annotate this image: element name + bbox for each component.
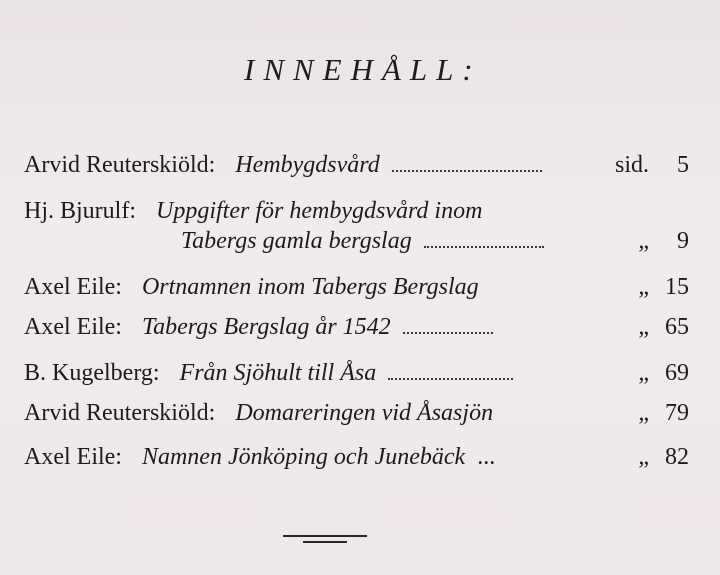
toc-page-number: 79 — [665, 400, 689, 426]
toc-page-number: 69 — [665, 360, 689, 386]
toc-author: Axel Eile: — [24, 274, 122, 300]
toc-page-prefix: „ — [638, 314, 649, 340]
toc-page-prefix: „ — [638, 228, 649, 254]
toc-title: Tabergs Bergslag år 1542 — [141, 314, 391, 340]
toc-page-ref — [638, 272, 689, 302]
toc-entry — [24, 312, 689, 342]
toc-page-number: 5 — [677, 152, 689, 178]
toc-page-prefix: „ — [638, 360, 649, 386]
toc-author: B. Kugelberg: — [24, 360, 160, 386]
toc-leader-text: ... — [477, 444, 496, 470]
toc-page-prefix: „ — [638, 400, 649, 426]
toc-page-prefix: sid. — [614, 152, 649, 178]
toc-page-prefix: „ — [638, 444, 649, 470]
divider-line — [303, 541, 347, 543]
toc-page-number: 82 — [665, 444, 689, 470]
toc-title: Från Sjöhult till Åsa — [179, 360, 377, 386]
toc-page-ref — [638, 442, 689, 472]
toc-page-ref — [615, 150, 689, 180]
dot-leader — [392, 170, 542, 172]
toc-title: Domareringen vid Åsasjön — [235, 400, 494, 426]
toc-author: Hj. Bjurulf: — [24, 198, 136, 224]
toc-page-ref — [638, 398, 689, 428]
toc-page-number: 65 — [665, 314, 689, 340]
toc-page-prefix: „ — [638, 274, 649, 300]
toc-title-continuation — [181, 226, 544, 256]
toc-author: Arvid Reuterskiöld: — [24, 400, 216, 426]
toc-page-ref — [638, 312, 689, 342]
toc-author: Arvid Reuterskiöld: — [24, 152, 216, 178]
toc-title: Hembygdsvård — [235, 152, 380, 178]
toc-title-line2: Tabergs gamla bergslag — [181, 228, 412, 254]
toc-page-ref — [638, 226, 689, 256]
dot-leader — [388, 378, 513, 380]
divider-line — [283, 535, 367, 537]
toc-title-line1: Uppgifter för hembygdsvård inom — [156, 198, 483, 224]
ornamental-divider — [283, 535, 367, 543]
toc-entry — [24, 196, 689, 258]
toc-entry — [24, 398, 689, 428]
dot-leader — [403, 332, 493, 334]
dot-leader — [424, 246, 544, 248]
toc-title: Namnen Jönköping och Junebäck — [141, 444, 466, 470]
toc-page-ref — [638, 358, 689, 388]
toc-author: Axel Eile: — [24, 314, 122, 340]
contents-heading: INNEHÅLL: — [244, 52, 482, 87]
toc-author: Axel Eile: — [24, 444, 122, 470]
toc-entry — [24, 150, 689, 180]
toc-entry — [24, 442, 689, 472]
toc-entry — [24, 358, 689, 388]
toc-page-number: 15 — [665, 274, 689, 300]
toc-entry — [24, 272, 689, 302]
toc-title: Ortnamnen inom Tabergs Bergslag — [141, 274, 479, 300]
toc-page-number: 9 — [677, 228, 689, 254]
